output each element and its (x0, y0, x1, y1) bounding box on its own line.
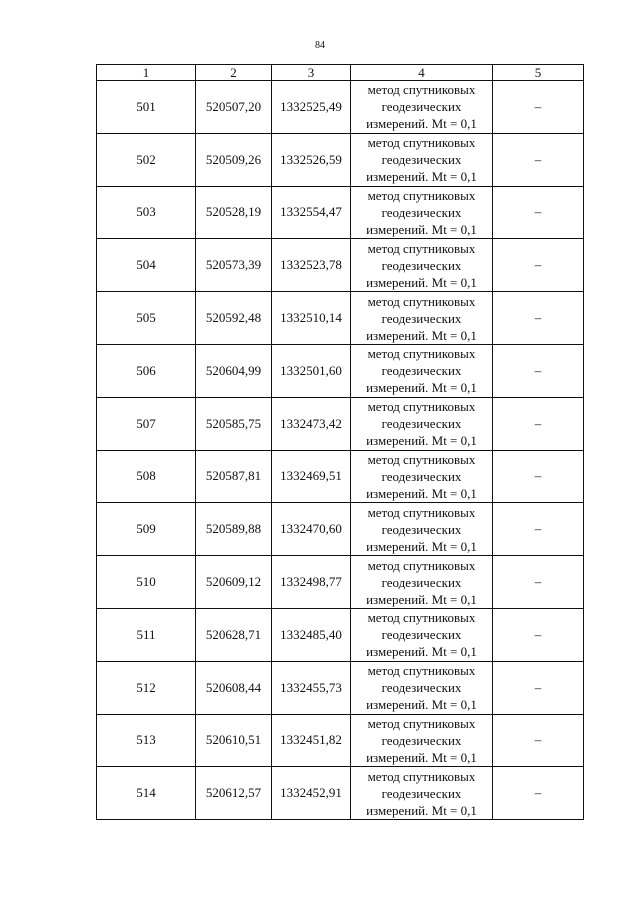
method-line: измерений. Mt = 0,1 (366, 221, 477, 237)
method-line: метод спутниковых (367, 610, 476, 626)
column-header-2: 2 (196, 65, 272, 81)
y-coordinate-cell: 1332554,47 (272, 186, 351, 239)
x-coordinate-cell: 520589,88 (196, 503, 272, 556)
method-line: метод спутниковых (367, 663, 476, 679)
note-cell: – (493, 292, 584, 345)
note-cell: – (493, 81, 584, 134)
point-number-cell: 510 (97, 556, 196, 609)
y-coordinate-cell: 1332485,40 (272, 608, 351, 661)
table-body (97, 81, 584, 820)
method-line: геодезических (381, 574, 462, 590)
method-line: геодезических (381, 257, 462, 273)
point-number-cell: 512 (97, 661, 196, 714)
method-line: метод спутниковых (367, 240, 476, 256)
method-line: измерений. Mt = 0,1 (366, 538, 477, 554)
method-line: метод спутниковых (367, 768, 476, 784)
y-coordinate-cell: 1332526,59 (272, 133, 351, 186)
method-line: геодезических (381, 363, 462, 379)
table-row (97, 81, 584, 134)
column-header-3: 3 (272, 65, 351, 81)
method-cell (351, 714, 493, 767)
table-row (97, 556, 584, 609)
method-cell (351, 556, 493, 609)
method-line: метод спутниковых (367, 187, 476, 203)
method-line: метод спутниковых (367, 399, 476, 415)
point-number-cell: 501 (97, 81, 196, 134)
method-line: измерений. Mt = 0,1 (366, 327, 477, 343)
y-coordinate-cell: 1332498,77 (272, 556, 351, 609)
method-line: метод спутниковых (367, 504, 476, 520)
table-row (97, 397, 584, 450)
method-line: метод спутниковых (367, 135, 476, 151)
table-row (97, 344, 584, 397)
table-row (97, 239, 584, 292)
method-cell (351, 450, 493, 503)
header-row (97, 65, 584, 81)
method-line: геодезических (381, 99, 462, 115)
x-coordinate-cell: 520592,48 (196, 292, 272, 345)
method-line: измерений. Mt = 0,1 (366, 644, 477, 660)
table-row (97, 661, 584, 714)
method-line: метод спутниковых (367, 293, 476, 309)
method-cell (351, 344, 493, 397)
method-line: геодезических (381, 416, 462, 432)
method-cell (351, 608, 493, 661)
method-line: геодезических (381, 310, 462, 326)
point-number-cell: 511 (97, 608, 196, 661)
note-cell: – (493, 608, 584, 661)
note-cell: – (493, 344, 584, 397)
method-line: измерений. Mt = 0,1 (366, 749, 477, 765)
y-coordinate-cell: 1332469,51 (272, 450, 351, 503)
y-coordinate-cell: 1332525,49 (272, 81, 351, 134)
note-cell: – (493, 714, 584, 767)
point-number-cell: 509 (97, 503, 196, 556)
x-coordinate-cell: 520609,12 (196, 556, 272, 609)
method-cell (351, 81, 493, 134)
point-number-cell: 504 (97, 239, 196, 292)
x-coordinate-cell: 520610,51 (196, 714, 272, 767)
y-coordinate-cell: 1332510,14 (272, 292, 351, 345)
note-cell: – (493, 503, 584, 556)
method-cell (351, 661, 493, 714)
method-line: геодезических (381, 152, 462, 168)
point-number-cell: 502 (97, 133, 196, 186)
point-number-cell: 503 (97, 186, 196, 239)
point-number-cell: 513 (97, 714, 196, 767)
x-coordinate-cell: 520585,75 (196, 397, 272, 450)
note-cell: – (493, 661, 584, 714)
note-cell: – (493, 556, 584, 609)
table-row (97, 450, 584, 503)
method-line: измерений. Mt = 0,1 (366, 274, 477, 290)
note-cell: – (493, 186, 584, 239)
note-cell: – (493, 239, 584, 292)
table-row (97, 186, 584, 239)
table-row (97, 608, 584, 661)
x-coordinate-cell: 520612,57 (196, 767, 272, 820)
method-line: метод спутниковых (367, 82, 476, 98)
x-coordinate-cell: 520608,44 (196, 661, 272, 714)
y-coordinate-cell: 1332501,60 (272, 344, 351, 397)
table-row (97, 503, 584, 556)
method-line: метод спутниковых (367, 451, 476, 467)
point-number-cell: 507 (97, 397, 196, 450)
method-line: геодезических (381, 521, 462, 537)
y-coordinate-cell: 1332523,78 (272, 239, 351, 292)
column-header-1: 1 (97, 65, 196, 81)
table-row (97, 767, 584, 820)
x-coordinate-cell: 520587,81 (196, 450, 272, 503)
y-coordinate-cell: 1332473,42 (272, 397, 351, 450)
x-coordinate-cell: 520573,39 (196, 239, 272, 292)
column-header-4: 4 (351, 65, 493, 81)
method-line: метод спутниковых (367, 557, 476, 573)
method-line: геодезических (381, 732, 462, 748)
method-cell (351, 292, 493, 345)
method-line: измерений. Mt = 0,1 (366, 116, 477, 132)
x-coordinate-cell: 520604,99 (196, 344, 272, 397)
method-line: измерений. Mt = 0,1 (366, 591, 477, 607)
method-line: измерений. Mt = 0,1 (366, 697, 477, 713)
column-header-5: 5 (493, 65, 584, 81)
coordinates-table (96, 64, 584, 820)
method-line: геодезических (381, 468, 462, 484)
method-line: измерений. Mt = 0,1 (366, 802, 477, 818)
method-line: метод спутниковых (367, 346, 476, 362)
method-cell (351, 239, 493, 292)
method-line: геодезических (381, 204, 462, 220)
point-number-cell: 506 (97, 344, 196, 397)
method-line: геодезических (381, 627, 462, 643)
method-cell (351, 186, 493, 239)
y-coordinate-cell: 1332452,91 (272, 767, 351, 820)
method-line: измерений. Mt = 0,1 (366, 169, 477, 185)
table-row (97, 714, 584, 767)
note-cell: – (493, 397, 584, 450)
method-cell (351, 503, 493, 556)
method-cell (351, 767, 493, 820)
method-cell (351, 397, 493, 450)
x-coordinate-cell: 520628,71 (196, 608, 272, 661)
x-coordinate-cell: 520528,19 (196, 186, 272, 239)
note-cell: – (493, 767, 584, 820)
method-line: измерений. Mt = 0,1 (366, 433, 477, 449)
x-coordinate-cell: 520507,20 (196, 81, 272, 134)
note-cell: – (493, 133, 584, 186)
point-number-cell: 508 (97, 450, 196, 503)
table-row (97, 292, 584, 345)
method-line: измерений. Mt = 0,1 (366, 380, 477, 396)
y-coordinate-cell: 1332470,60 (272, 503, 351, 556)
method-line: измерений. Mt = 0,1 (366, 485, 477, 501)
note-cell: – (493, 450, 584, 503)
method-line: геодезических (381, 680, 462, 696)
method-cell (351, 133, 493, 186)
point-number-cell: 514 (97, 767, 196, 820)
page-number: 84 (315, 40, 325, 51)
y-coordinate-cell: 1332455,73 (272, 661, 351, 714)
method-line: метод спутниковых (367, 715, 476, 731)
x-coordinate-cell: 520509,26 (196, 133, 272, 186)
method-line: геодезических (381, 785, 462, 801)
point-number-cell: 505 (97, 292, 196, 345)
table-row (97, 133, 584, 186)
y-coordinate-cell: 1332451,82 (272, 714, 351, 767)
